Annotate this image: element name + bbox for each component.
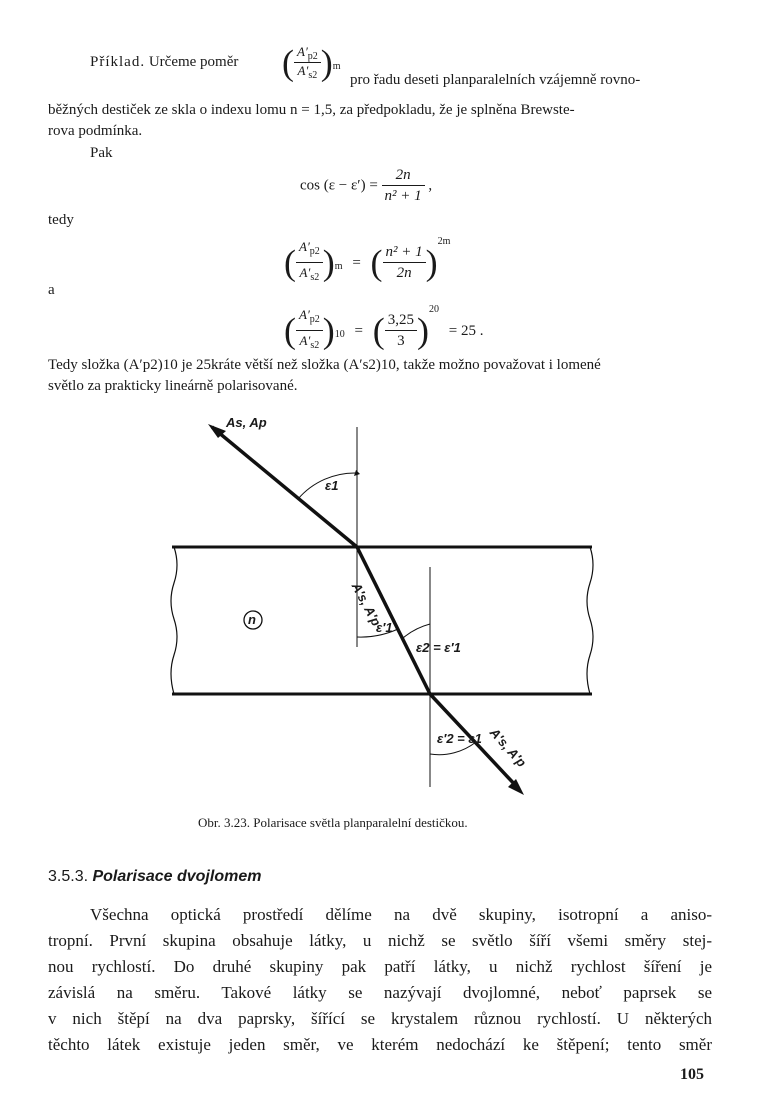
angle-arc-eps2 xyxy=(403,624,430,638)
example-line3: rova podmínka. xyxy=(48,123,143,139)
a-word: a xyxy=(48,282,55,298)
section-body xyxy=(48,902,712,1058)
pak-word: Pak xyxy=(90,145,113,161)
label-n: n xyxy=(248,612,256,627)
body-line: v nich štěpí na dva paprsky, šířící se krystalem různou rychlostí. U některých xyxy=(48,1009,712,1028)
body-line: tropní. První skupina obsahuje látky, u nichž se světlo šíří všemi směry stej- xyxy=(48,931,712,950)
plate-left-edge xyxy=(171,547,177,694)
label-out: A′s, A′p xyxy=(486,725,530,770)
body-line: závislá na směru. Takové látky se nazývají dvojlomné, neboť paprsek se xyxy=(48,983,712,1002)
body-line: nou rychlostí. Do druhé skupiny pak patří látky, u nichž rychlost šíření je xyxy=(48,957,712,976)
conclusion-line2: světlo za prakticky lineárně polarisované. xyxy=(48,378,298,394)
equation-general: ( $\frac{A'_{p2}}{A'_{s2}}$ )$_m$ = ( $\frac{\text{n² + 1}}{2n}$ )$^{2m}$ xyxy=(284,236,451,284)
label-eps1prime: ε′1 xyxy=(376,620,393,635)
example-intro: Určeme poměr xyxy=(148,54,239,70)
plate-right-edge xyxy=(587,547,593,694)
page-number: 105 xyxy=(680,1066,704,1083)
ratio-inline: ( $\frac{A'_{p2}}{A'_{s2}}$ )$_m$ xyxy=(282,42,341,83)
section-heading xyxy=(48,868,261,886)
conclusion-line1: Tedy složka (A′p2)10 je 25kráte větší než složka (A′s2)10, takže možno považovat i lomené xyxy=(48,357,601,373)
tedy-word: tedy xyxy=(48,212,74,228)
equation-numeric: ( $\frac{A'_{p2}}{A'_{s2}}$ )$_{10}$ = ( $\frac{3,25}{3}$ )$^{20}$ = 25 . xyxy=(284,304,484,352)
example-line2: běžných destiček ze skla o indexu lomu n = 1,5, za předpokladu, že je splněna Brewste- xyxy=(48,102,575,118)
example-line1-rest: pro řadu deseti planparalelních vzájemně rovno- xyxy=(350,72,641,88)
polarisation-diagram xyxy=(160,415,600,805)
body-line: těchto látek existuje jeden směr, ve kterém nedochází ke štěpení; tento směr xyxy=(48,1035,712,1054)
label-eps2: ε2 = ε′1 xyxy=(416,640,461,655)
label-incident: As, Ap xyxy=(226,415,267,430)
figure-caption: Obr. 3.23. Polarisace světla planparalelní destičkou. xyxy=(198,815,468,830)
section-title: Polarisace dvojlomem xyxy=(92,868,262,885)
body-line: Všechna optická prostředí dělíme na dvě skupiny, isotropní a aniso- xyxy=(90,905,712,924)
label-eps2prime: ε′2 = ε1 xyxy=(437,731,482,746)
label-inside: A′s, A′p xyxy=(348,580,385,629)
section-number: 3.5.3. xyxy=(48,868,89,885)
example-label: Příklad. xyxy=(90,54,146,70)
label-eps1: ε1 xyxy=(325,478,339,493)
equation-cos: cos (ε − ε′) = $\frac{2n}{\text{n² + 1}}$ , xyxy=(300,167,433,204)
example-first-line xyxy=(90,52,238,72)
